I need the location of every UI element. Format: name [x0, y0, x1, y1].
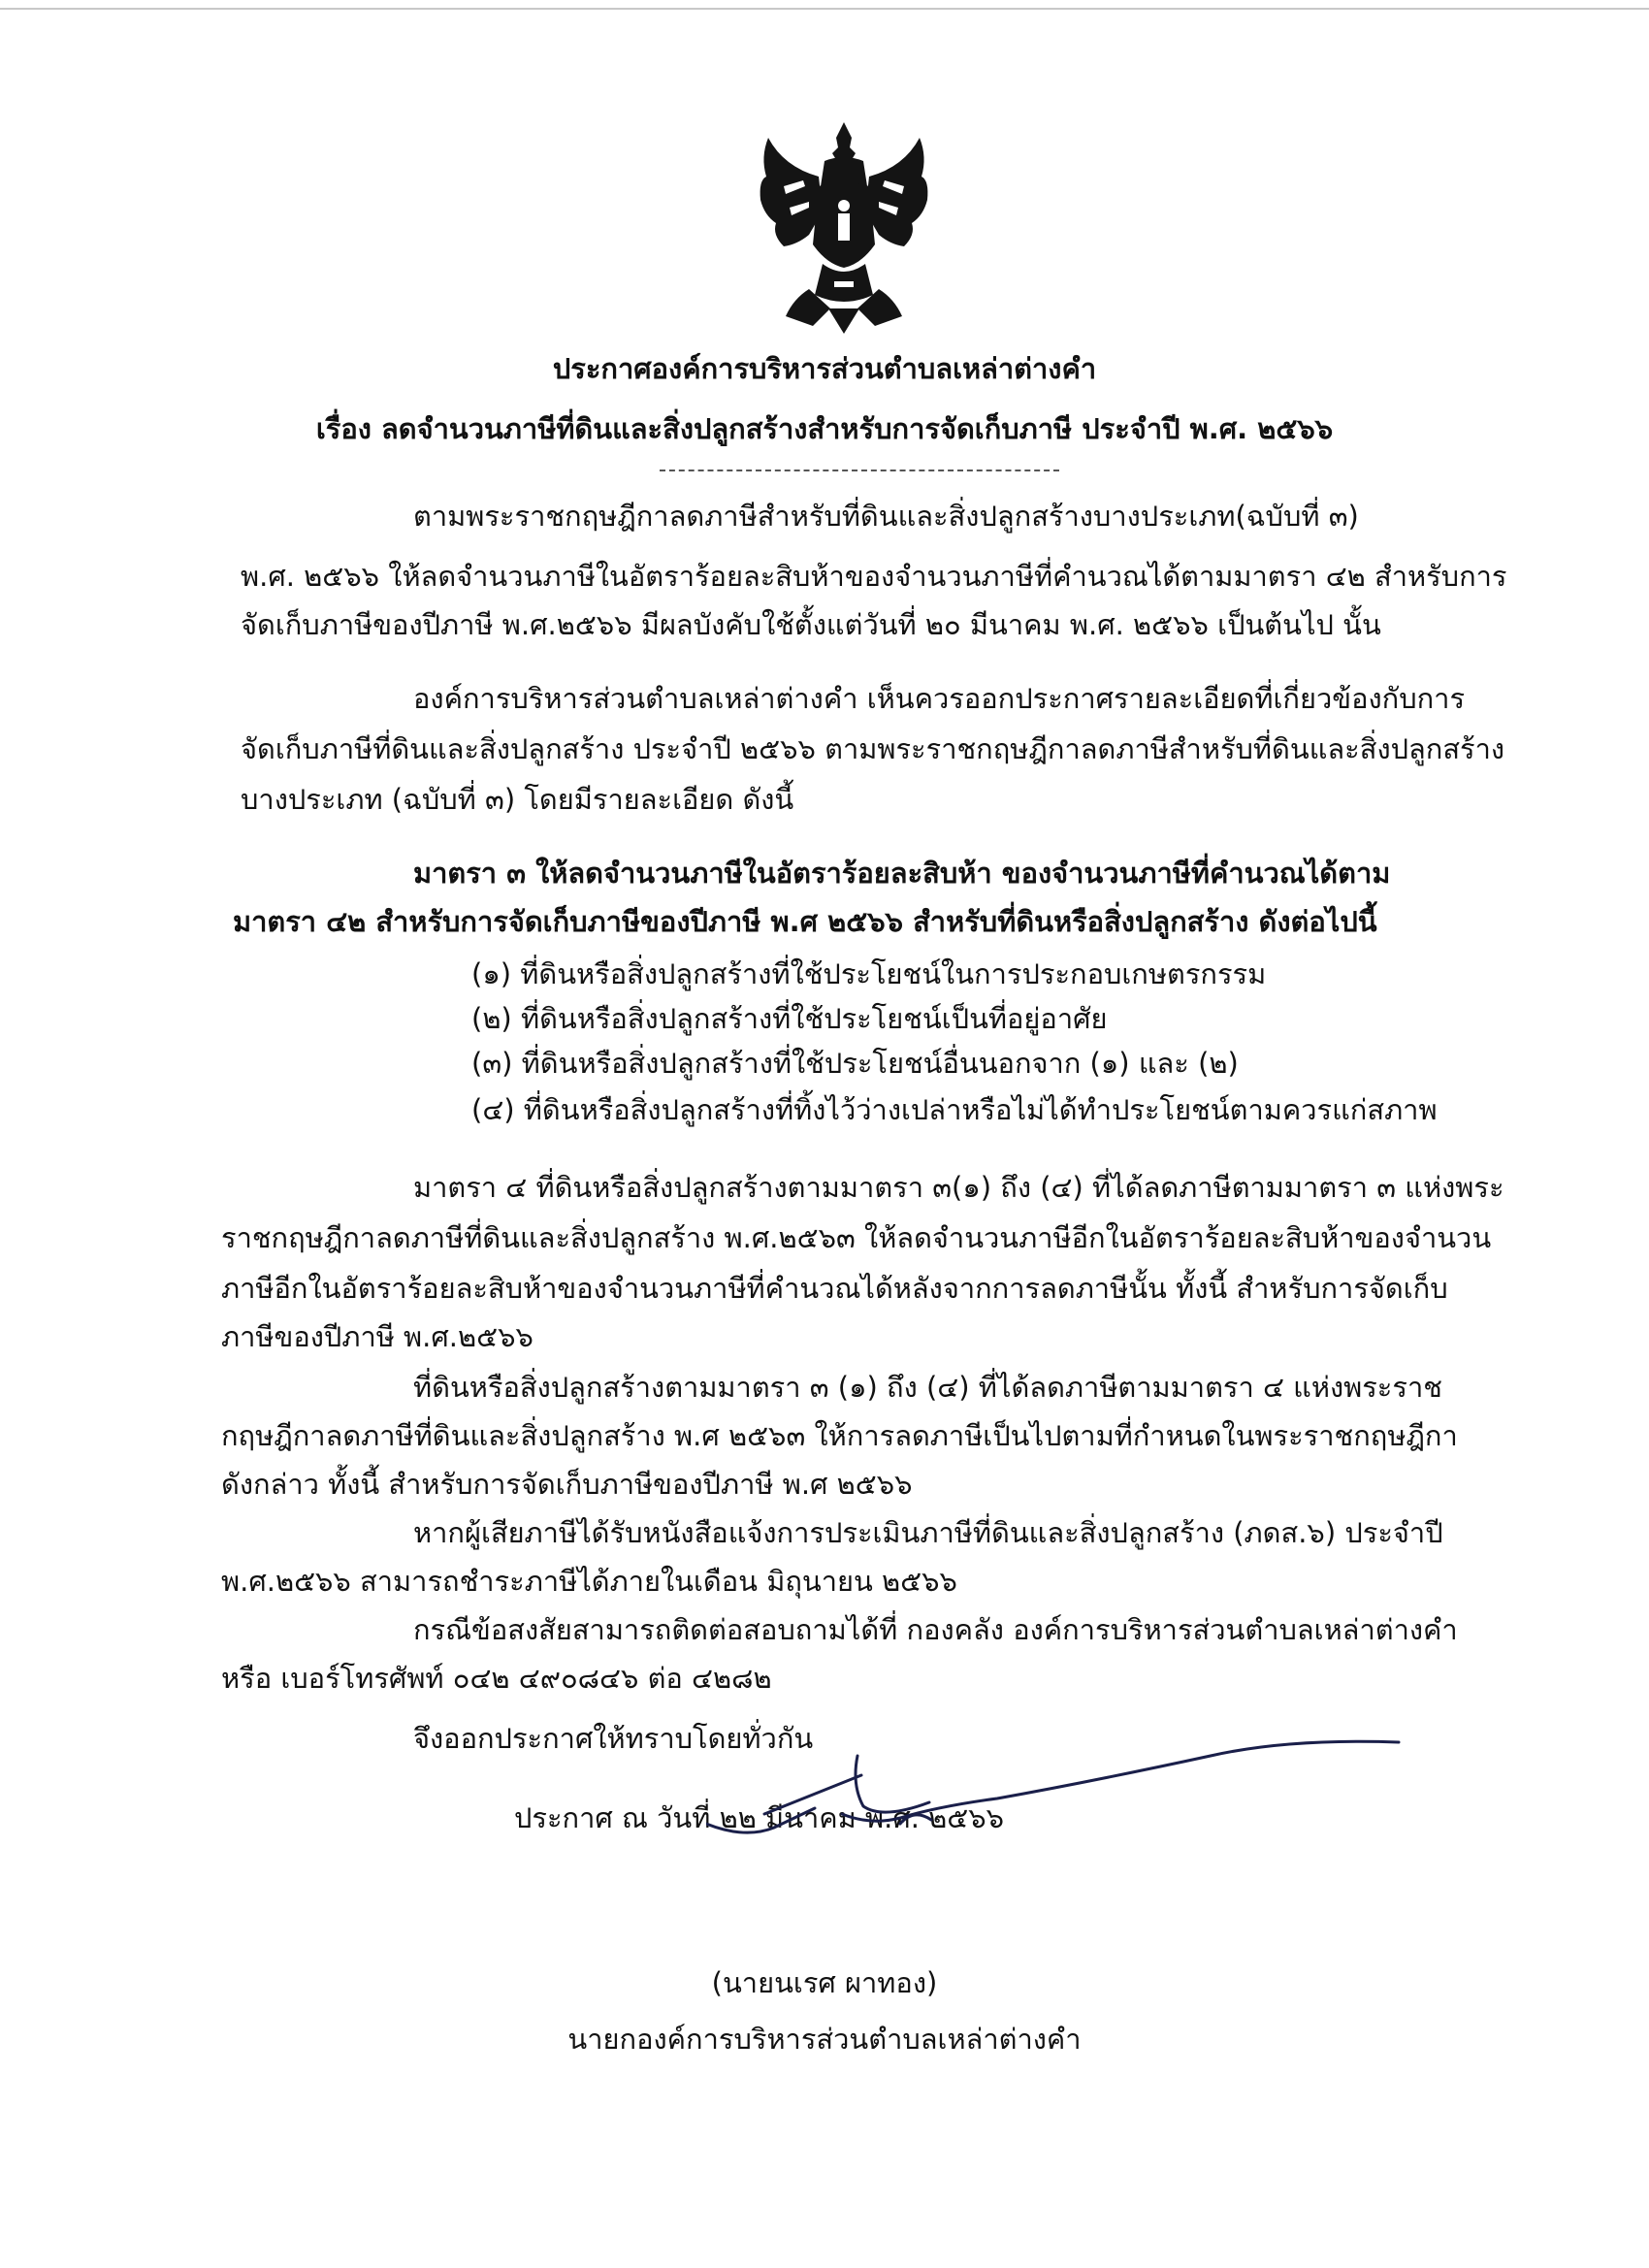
body-line: ตามพระราชกฤษฎีกาลดภาษีสำหรับที่ดินและสิ่งปลูกสร้างบางประเภท(ฉบับที่ ๓): [413, 500, 1359, 533]
closing-line: จึงออกประกาศให้ทราบโดยทั่วกัน: [413, 1722, 814, 1755]
signatory-name: (นายนเรศ ผาทอง): [711, 1966, 938, 1999]
signatory-position: นายกองค์การบริหารส่วนตำบลเหล่าต่างคำ: [567, 2023, 1082, 2056]
handwritten-signature: [706, 1717, 1401, 1863]
body-line: จัดเก็บภาษีของปีภาษี พ.ศ.๒๕๖๖ มีผลบังคับใช้ตั้งแต่วันที่ ๒๐ มีนาคม พ.ศ. ๒๕๖๖ เป็นต้นไป นั้น: [241, 608, 1381, 641]
body-line: พ.ศ. ๒๕๖๖ ให้ลดจำนวนภาษีในอัตราร้อยละสิบห้าของจำนวนภาษีที่คำนวณได้ตามมาตรา ๔๒ สำหรับการ: [241, 560, 1507, 593]
list-item: (๔) ที่ดินหรือสิ่งปลูกสร้างที่ทิ้งไว้ว่างเปล่าหรือไม่ได้ทำประโยชน์ตามควรแก่สภาพ: [471, 1093, 1438, 1126]
body-line: ดังกล่าว ทั้งนี้ สำหรับการจัดเก็บภาษีของปีภาษี พ.ศ ๒๕๖๖: [221, 1468, 913, 1501]
title-divider: [660, 470, 1059, 471]
scan-top-edge: [0, 8, 1649, 10]
body-line: จัดเก็บภาษีที่ดินและสิ่งปลูกสร้าง ประจำปี ๒๕๖๖ ตามพระราชกฤษฎีกาลดภาษีสำหรับที่ดินและสิ่งปลูกสร้าง: [241, 732, 1505, 765]
section-3-heading: มาตรา ๔๒ สำหรับการจัดเก็บภาษีของปีภาษี พ.ศ ๒๕๖๖ สำหรับที่ดินหรือสิ่งปลูกสร้าง ดังต่อไปนี้: [233, 905, 1377, 938]
body-line: ที่ดินหรือสิ่งปลูกสร้างตามมาตรา ๓ (๑) ถึง (๔) ที่ได้ลดภาษีตามมาตรา ๔ แห่งพระราช: [413, 1371, 1442, 1404]
body-line: ภาษีอีกในอัตราร้อยละสิบห้าของจำนวนภาษีที่คำนวณได้หลังจากการลดภาษีนั้น ทั้งนี้ สำหรับการจัดเก็บ: [221, 1272, 1448, 1305]
list-item: (๑) ที่ดินหรือสิ่งปลูกสร้างที่ใช้ประโยชน์ในการประกอบเกษตรกรรม: [471, 957, 1267, 990]
list-item: (๒) ที่ดินหรือสิ่งปลูกสร้างที่ใช้ประโยชน์เป็นที่อยู่อาศัย: [471, 1002, 1108, 1035]
body-line: ภาษีของปีภาษี พ.ศ.๒๕๖๖: [221, 1320, 534, 1353]
body-line: องค์การบริหารส่วนตำบลเหล่าต่างคำ เห็นควรออกประกาศรายละเอียดที่เกี่ยวข้องกับการ: [413, 682, 1466, 715]
body-line: กฤษฎีกาลดภาษีที่ดินและสิ่งปลูกสร้าง พ.ศ ๒๕๖๓ ให้การลดภาษีเป็นไปตามที่กำหนดในพระราชกฤษฎีกา: [221, 1419, 1458, 1452]
announcement-title: ประกาศองค์การบริหารส่วนตำบลเหล่าต่างคำ: [552, 352, 1097, 385]
announcement-date: ประกาศ ณ วันที่ ๒๒ มีนาคม พ.ศ. ๒๕๖๖: [514, 1801, 1005, 1834]
contact-line: หรือ เบอร์โทรศัพท์ ๐๔๒ ๔๙๐๘๔๖ ต่อ ๔๒๘๒: [221, 1662, 772, 1695]
body-line: พ.ศ.๒๕๖๖ สามารถชำระภาษีได้ภายในเดือน มิถุนายน ๒๕๖๖: [221, 1565, 957, 1598]
garuda-emblem: [755, 118, 933, 336]
body-line: บางประเภท (ฉบับที่ ๓) โดยมีรายละเอียด ดังนี้: [241, 783, 794, 816]
announcement-subject: เรื่อง ลดจำนวนภาษีที่ดินและสิ่งปลูกสร้างสำหรับการจัดเก็บภาษี ประจำปี พ.ศ. ๒๕๖๖: [315, 412, 1334, 445]
body-line: กรณีข้อสงสัยสามารถติดต่อสอบถามได้ที่ กองคลัง องค์การบริหารส่วนตำบลเหล่าต่างคำ: [413, 1613, 1458, 1646]
body-line: ราชกฤษฎีกาลดภาษีที่ดินและสิ่งปลูกสร้าง พ.ศ.๒๕๖๓ ให้ลดจำนวนภาษีอีกในอัตราร้อยละสิบห้าของจำนวน: [221, 1221, 1492, 1254]
body-line: หากผู้เสียภาษีได้รับหนังสือแจ้งการประเมินภาษีที่ดินและสิ่งปลูกสร้าง (ภดส.๖) ประจำปี: [413, 1516, 1443, 1549]
list-item: (๓) ที่ดินหรือสิ่งปลูกสร้างที่ใช้ประโยชน์อื่นนอกจาก (๑) และ (๒): [471, 1047, 1239, 1080]
body-line: มาตรา ๔ ที่ดินหรือสิ่งปลูกสร้างตามมาตรา ๓(๑) ถึง (๔) ที่ได้ลดภาษีตามมาตรา ๓ แห่งพระ: [413, 1171, 1504, 1204]
section-3-heading: มาตรา ๓ ให้ลดจำนวนภาษีในอัตราร้อยละสิบห้า ของจำนวนภาษีที่คำนวณได้ตาม: [413, 857, 1391, 890]
